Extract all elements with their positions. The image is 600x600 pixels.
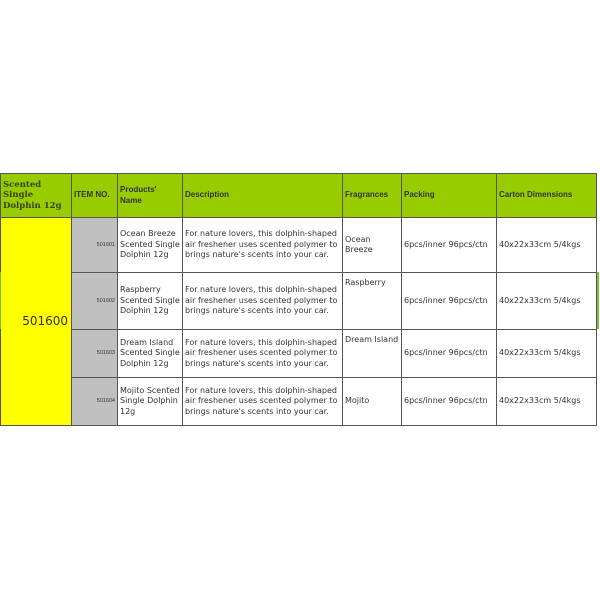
header-description: Description <box>183 174 343 218</box>
table-row <box>1 218 597 273</box>
product-table <box>0 173 597 426</box>
item-no: 501601 <box>72 218 118 273</box>
header-carton: Carton Dimensions <box>497 174 597 218</box>
header-group: Scented Single Dolphin 12g <box>1 174 72 218</box>
table-row <box>1 330 597 378</box>
description: For nature lovers, this dolphin-shaped air freshener uses scented polymer to brings nature's scents into your car. <box>183 218 343 273</box>
header-product-name: Products' Name <box>118 174 183 218</box>
description: For nature lovers, this dolphin-shaped air freshener uses scented polymer to brings nature's scents into your car. <box>183 378 343 426</box>
description: For nature lovers, this dolphin-shaped air freshener uses scented polymer to brings nature's scents into your car. <box>183 330 343 378</box>
header-fragrances: Fragrances <box>343 174 402 218</box>
item-no: 501602 <box>72 273 118 330</box>
table-row <box>1 378 597 426</box>
selection-edge <box>597 272 599 329</box>
product-name: Raspberry Scented Single Dolphin 12g <box>118 273 183 330</box>
product-name: Ocean Breeze Scented Single Dolphin 12g <box>118 218 183 273</box>
description: For nature lovers, this dolphin-shaped air freshener uses scented polymer to brings nature's scents into your car. <box>183 273 343 330</box>
header-row <box>1 174 597 218</box>
header-item-no: ITEM NO. <box>72 174 118 218</box>
group-code: 501600 <box>1 218 72 426</box>
packing: 6pcs/inner 96pcs/ctn <box>402 330 497 378</box>
header-packing: Packing <box>402 174 497 218</box>
fragrance: Ocean Breeze <box>343 218 402 273</box>
fragrance: Mojito <box>343 378 402 426</box>
selection-edge <box>0 272 1 329</box>
product-name: Dream Island Scented Single Dolphin 12g <box>118 330 183 378</box>
carton: 40x22x33cm 5/4kgs <box>497 273 597 330</box>
packing: 6pcs/inner 96pcs/ctn <box>402 273 497 330</box>
fragrance: Dream Island <box>343 330 402 378</box>
carton: 40x22x33cm 5/4kgs <box>497 218 597 273</box>
carton: 40x22x33cm 5/4kgs <box>497 330 597 378</box>
item-no: 501603 <box>72 330 118 378</box>
packing: 6pcs/inner 96pcs/ctn <box>402 218 497 273</box>
item-no: 501604 <box>72 378 118 426</box>
table-row <box>1 273 597 330</box>
packing: 6pcs/inner 96pcs/ctn <box>402 378 497 426</box>
carton: 40x22x33cm 5/4kgs <box>497 378 597 426</box>
fragrance: Raspberry <box>343 273 402 330</box>
product-name: Mojito Scented Single Dolphin 12g <box>118 378 183 426</box>
